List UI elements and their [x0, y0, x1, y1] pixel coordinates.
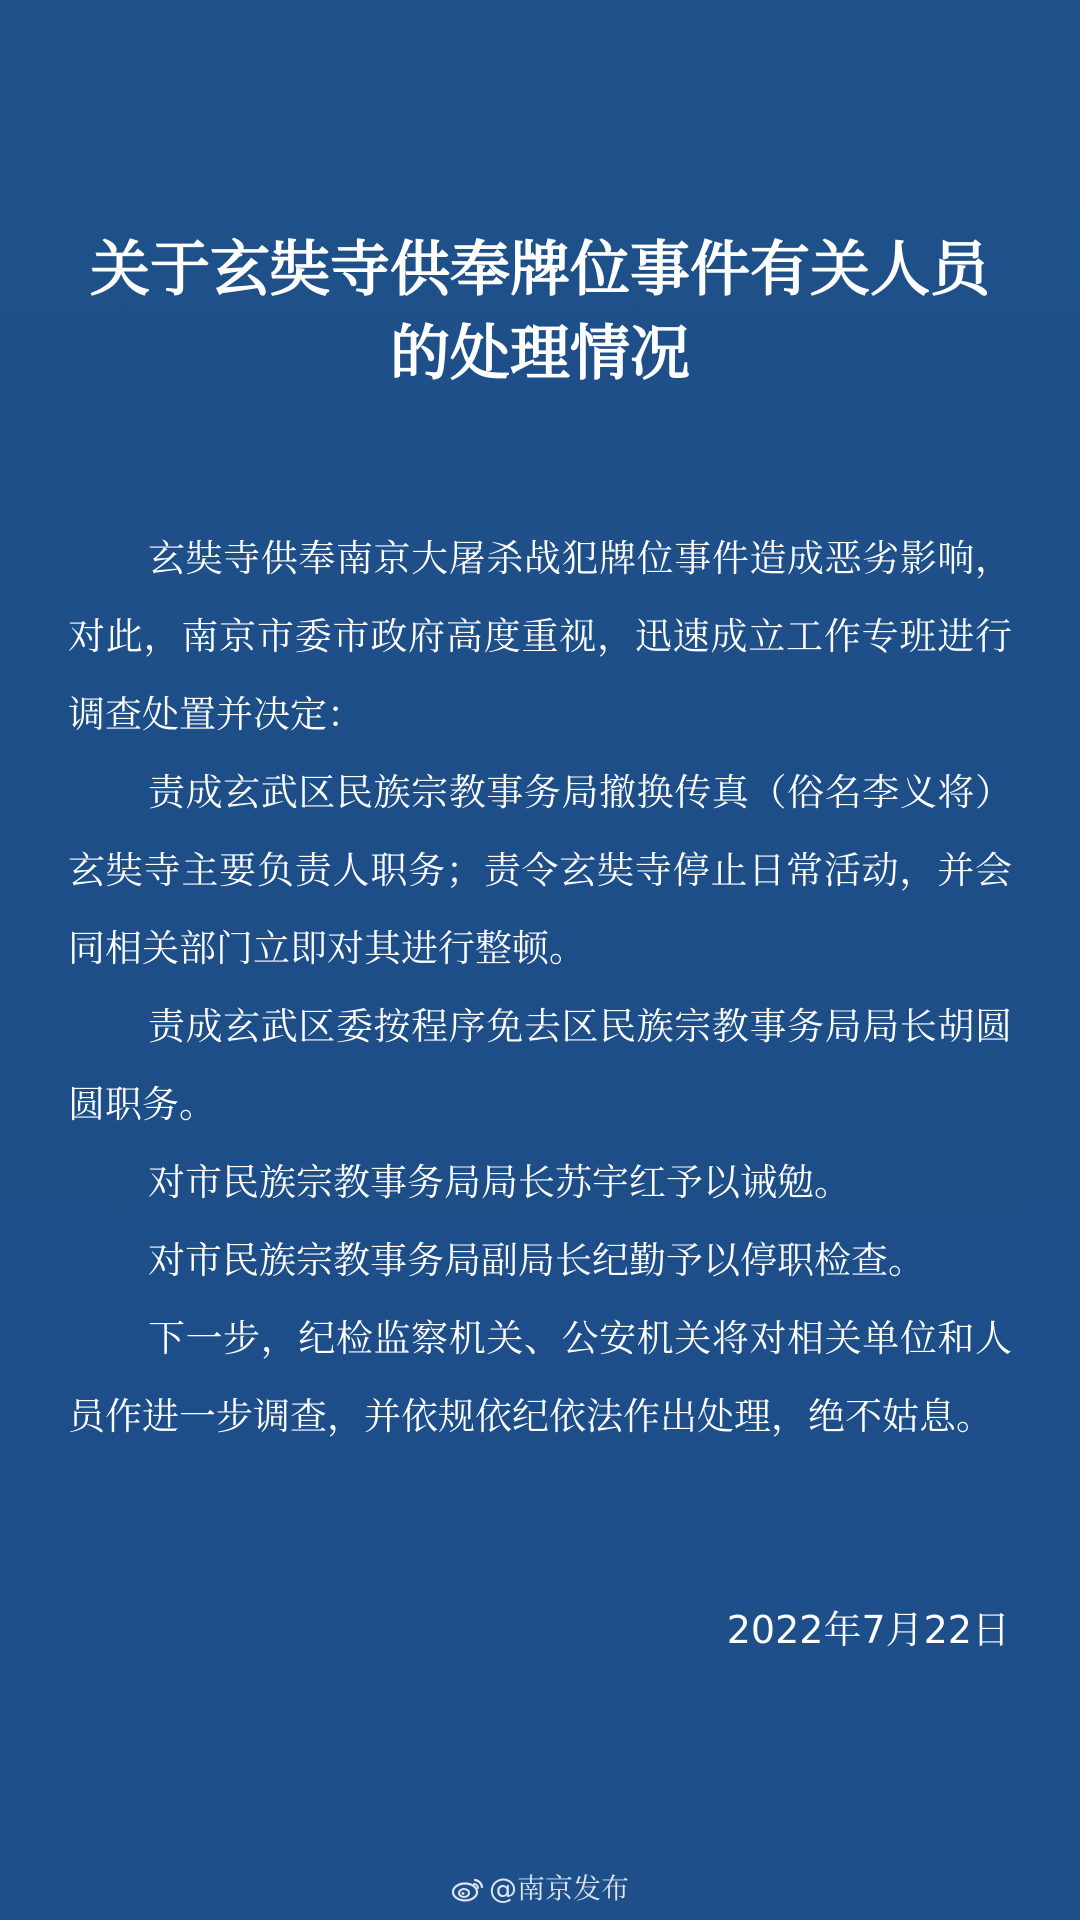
- document-title: [60, 228, 1020, 396]
- watermark: [0, 1868, 1080, 1909]
- paragraph-next-step: 下一步，纪检监察机关、公安机关将对相关单位和人员作进一步调查，并依规依纪依法作出处理，绝不姑息。: [68, 1317, 1012, 1438]
- document-date: 2022年7月22日: [726, 1608, 1010, 1652]
- watermark-text: @南京发布: [488, 1872, 629, 1905]
- paragraph-intro: 玄奘寺供奉南京大屠杀战犯牌位事件造成恶劣影响，对此，南京市委市政府高度重视，迅速成立工作专班进行调查处置并决定：: [68, 537, 1012, 736]
- paragraph-decision-4: 对市民族宗教事务局副局长纪勤予以停职检查。: [148, 1239, 925, 1282]
- document-body: [68, 520, 1012, 1456]
- paragraph-decision-1: 责成玄武区民族宗教事务局撤换传真（俗名李义将）玄奘寺主要负责人职务；责令玄奘寺停止日常活动，并会同相关部门立即对其进行整顿。: [68, 771, 1012, 970]
- weibo-icon: [451, 1875, 485, 1903]
- title-line-1: 关于玄奘寺供奉牌位事件有关人员: [90, 235, 990, 305]
- title-line-2: 的处理情况: [390, 319, 690, 389]
- paragraph-decision-2: 责成玄武区委按程序免去区民族宗教事务局局长胡圆圆职务。: [68, 1005, 1012, 1126]
- paragraph-decision-3: 对市民族宗教事务局局长苏宇红予以诫勉。: [148, 1161, 851, 1204]
